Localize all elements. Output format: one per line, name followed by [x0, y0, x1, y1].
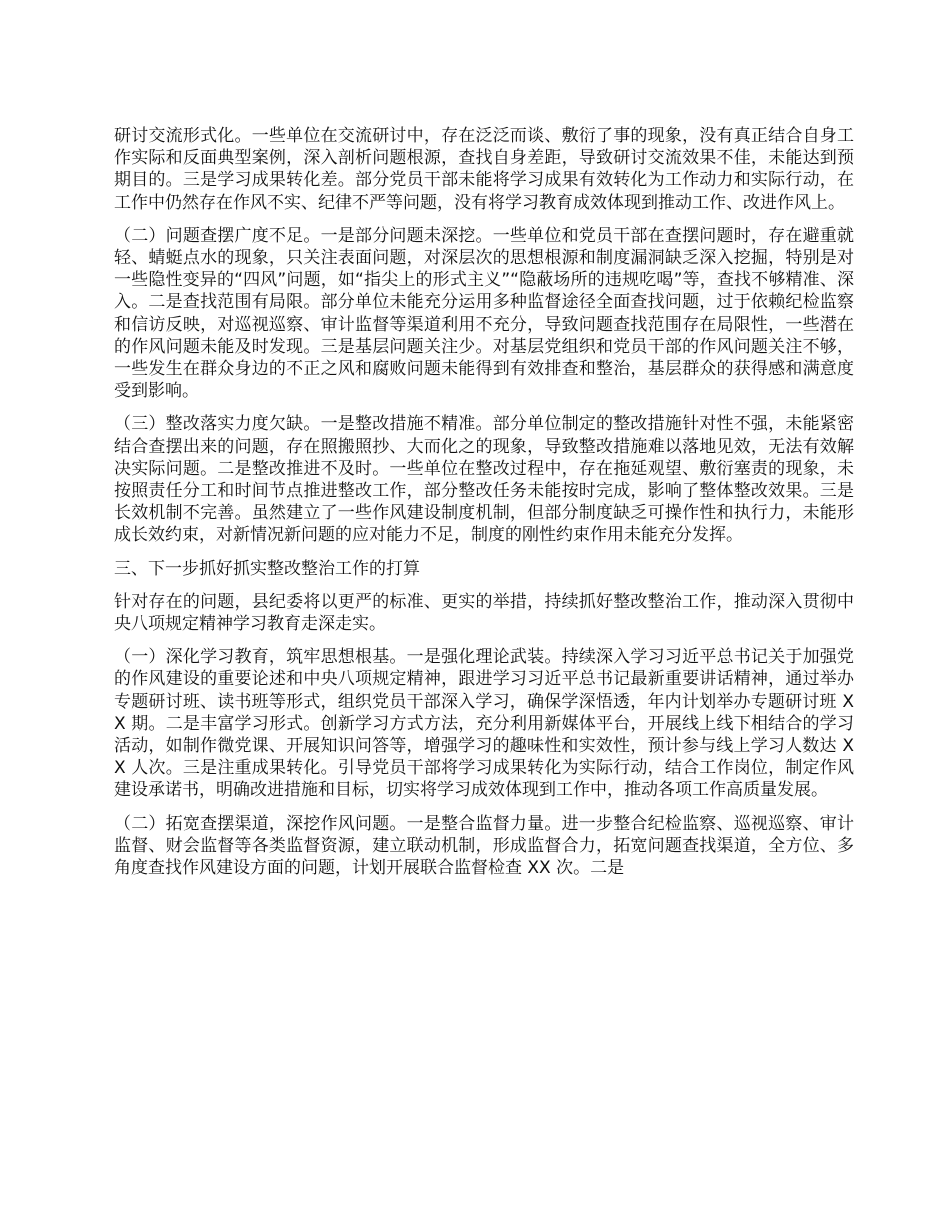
paragraph-problem-scope: （二）问题查摆广度不足。一是部分问题未深挖。一些单位和党员干部在查摆问题时，存在避重就轻、蜻蜓点水的现象，只关注表面问题，对深层次的思想根源和制度漏洞缺乏深入挖掘，特别是对一些隐性变异的“四风”问题，如“指尖上的形式主义”“隐蔽场所的违规吃喝”等，查找不够精准、深入。二是查找范围有局限。部分单位未能充分运用多种监督途径全面查找问题，过于依赖纪检监察和信访反映，对巡视巡察、审计监督等渠道利用不充分，导致问题查找范围存在局限性，一些潜在的作风问题未能及时发现。三是基层问题关注少。对基层党组织和党员干部的作风问题关注不够，一些发生在群众身边的不正之风和腐败问题未能得到有效排查和整治，基层群众的获得感和满意度受到影响。 [114, 225, 854, 402]
paragraph-study-outcome: 研讨交流形式化。一些单位在交流研讨中，存在泛泛而谈、敷衍了事的现象，没有真正结合自身工作实际和反面典型案例，深入剖析问题根源，查找自身差距，导致研讨交流效果不佳，未能达到预期目的。三是学习成果转化差。部分党员干部未能将学习成果有效转化为工作动力和实际行动，在工作中仍然存在作风不实、纪律不严等问题，没有将学习教育成效体现到推动工作、改进作风上。 [114, 126, 854, 213]
paragraph-deepen-education: （一）深化学习教育，筑牢思想根基。一是强化理论武装。持续深入学习习近平总书记关于加强党的作风建设的重要论述和中央八项规定精神，跟进学习习近平总书记最新重要讲话精神，通过举办专题研讨班、读书班等形式，组织党员干部深入学习，确保学深悟透，年内计划举办专题研讨班 XX 期。二是丰富学习形式。创新学习方式方法，充分利用新媒体平台，开展线上线下相结合的学习活动，如制作微党课、开展知识问答等，增强学习的趣味性和实效性，预计参与线上学习人数达 XX 人次。三是注重成果转化。引导党员干部将学习成果转化为实际行动，结合工作岗位，制定作风建设承诺书，明确改进措施和目标，切实将学习成效体现到工作中，推动各项工作高质量发展。 [114, 647, 854, 801]
paragraph-intro-next-steps: 针对存在的问题，县纪委将以更严的标准、更实的举措，持续抓好整改整治工作，推动深入贯彻中央八项规定精神学习教育走深走实。 [114, 591, 854, 635]
section-heading-next-steps: 三、下一步抓好抓实整改整治工作的打算 [114, 558, 420, 579]
document-page [114, 125, 854, 890]
paragraph-broaden-channels: （二）拓宽查摆渠道，深挖作风问题。一是整合监督力量。进一步整合纪检监察、巡视巡察、审计监督、财会监督等各类监督资源，建立联动机制，形成监督合力，拓宽问题查找渠道，全方位、多角度查找作风建设方面的问题，计划开展联合监督检查 XX 次。二是 [114, 813, 854, 879]
paragraph-rectification-effort: （三）整改落实力度欠缺。一是整改措施不精准。部分单位制定的整改措施针对性不强，未能紧密结合查摆出来的问题，存在照搬照抄、大而化之的现象，导致整改措施难以落地见效，无法有效解决实际问题。二是整改推进不及时。一些单位在整改过程中，存在拖延观望、敷衍塞责的现象，未按照责任分工和时间节点推进整改工作，部分整改任务未能按时完成，影响了整体整改效果。三是长效机制不完善。虽然建立了一些作风建设制度机制，但部分制度缺乏可操作性和执行力，未能形成长效约束，对新情况新问题的应对能力不足，制度的刚性约束作用未能充分发挥。 [114, 414, 854, 546]
